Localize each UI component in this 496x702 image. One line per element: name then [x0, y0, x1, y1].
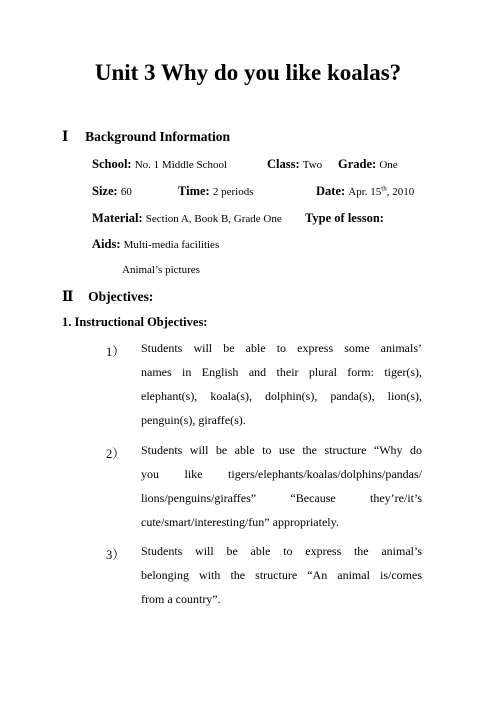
- section-2-title: Objectives:: [88, 289, 154, 304]
- section-2-numeral: Ⅱ: [62, 289, 74, 304]
- objective-2-line-3: lions/penguins/giraffes” “Because they’re/it’s: [141, 491, 422, 505]
- objective-1-line-3: elephant(s), koala(s), dolphin(s), panda(s), lion(s),: [141, 389, 422, 403]
- objective-3-text: [141, 539, 422, 611]
- aids-value-2: Animal’s pictures: [122, 264, 200, 276]
- section-1-numeral: Ⅰ: [62, 129, 69, 144]
- objective-1-line-4: penguin(s), giraffe(s).: [141, 413, 246, 427]
- objective-1-number: 1）: [106, 345, 125, 359]
- objective-1-line-2: names in English and their plural form: tiger(s),: [141, 365, 422, 379]
- class-label: Class:: [267, 157, 300, 171]
- material-field: [92, 211, 282, 226]
- school-label: School:: [92, 157, 132, 171]
- size-value: 60: [120, 186, 132, 198]
- material-label: Material:: [92, 211, 143, 225]
- objective-3-number: 3）: [106, 548, 125, 562]
- objective-3-line-1: Students will be able to express the animal’s: [141, 544, 422, 558]
- school-field: [92, 157, 227, 172]
- date-value: Apr. 15th, 2010: [348, 184, 415, 198]
- objective-2-line-4: cute/smart/interesting/fun” appropriately.: [141, 515, 339, 529]
- time-value: 2 periods: [212, 186, 254, 198]
- objective-1-text: [141, 336, 422, 432]
- objective-2-line-1: Students will be able to use the structure “Why do: [141, 443, 422, 457]
- material-value: Section A, Book B, Grade One: [145, 213, 282, 225]
- school-value: No. 1 Middle School: [134, 159, 227, 171]
- objective-2-line-2: you like tigers/elephants/koalas/dolphins/pandas/: [141, 467, 422, 481]
- class-value: Two: [302, 159, 323, 171]
- grade-value: One: [379, 159, 398, 171]
- document-title: Unit 3 Why do you like koalas?: [94, 60, 402, 85]
- section-1-title: Background Information: [85, 129, 230, 144]
- date-field: [316, 184, 414, 199]
- aids-field: [92, 237, 219, 252]
- aids-label: Aids:: [92, 237, 121, 251]
- grade-field: [338, 157, 398, 172]
- time-field: [178, 184, 253, 199]
- size-label: Size:: [92, 184, 118, 198]
- objective-3-line-2: belonging with the structure “An animal is/comes: [141, 568, 422, 582]
- section-1-heading: [62, 129, 230, 145]
- class-field: [267, 157, 322, 172]
- instructional-objectives-heading: 1. Instructional Objectives:: [62, 315, 208, 329]
- time-label: Time:: [178, 184, 210, 198]
- size-field: [92, 184, 132, 199]
- aids-value-1: Multi-media facilities: [123, 239, 220, 251]
- objective-3-line-3: from a country”.: [141, 592, 221, 606]
- section-2-heading: [62, 289, 153, 305]
- date-label: Date:: [316, 184, 346, 198]
- objective-2-text: [141, 438, 422, 534]
- grade-label: Grade:: [338, 157, 377, 171]
- objective-1-line-1: Students will be able to express some animals’: [141, 341, 422, 355]
- objective-2-number: 2）: [106, 447, 125, 461]
- type-of-lesson-label: Type of lesson:: [305, 211, 384, 225]
